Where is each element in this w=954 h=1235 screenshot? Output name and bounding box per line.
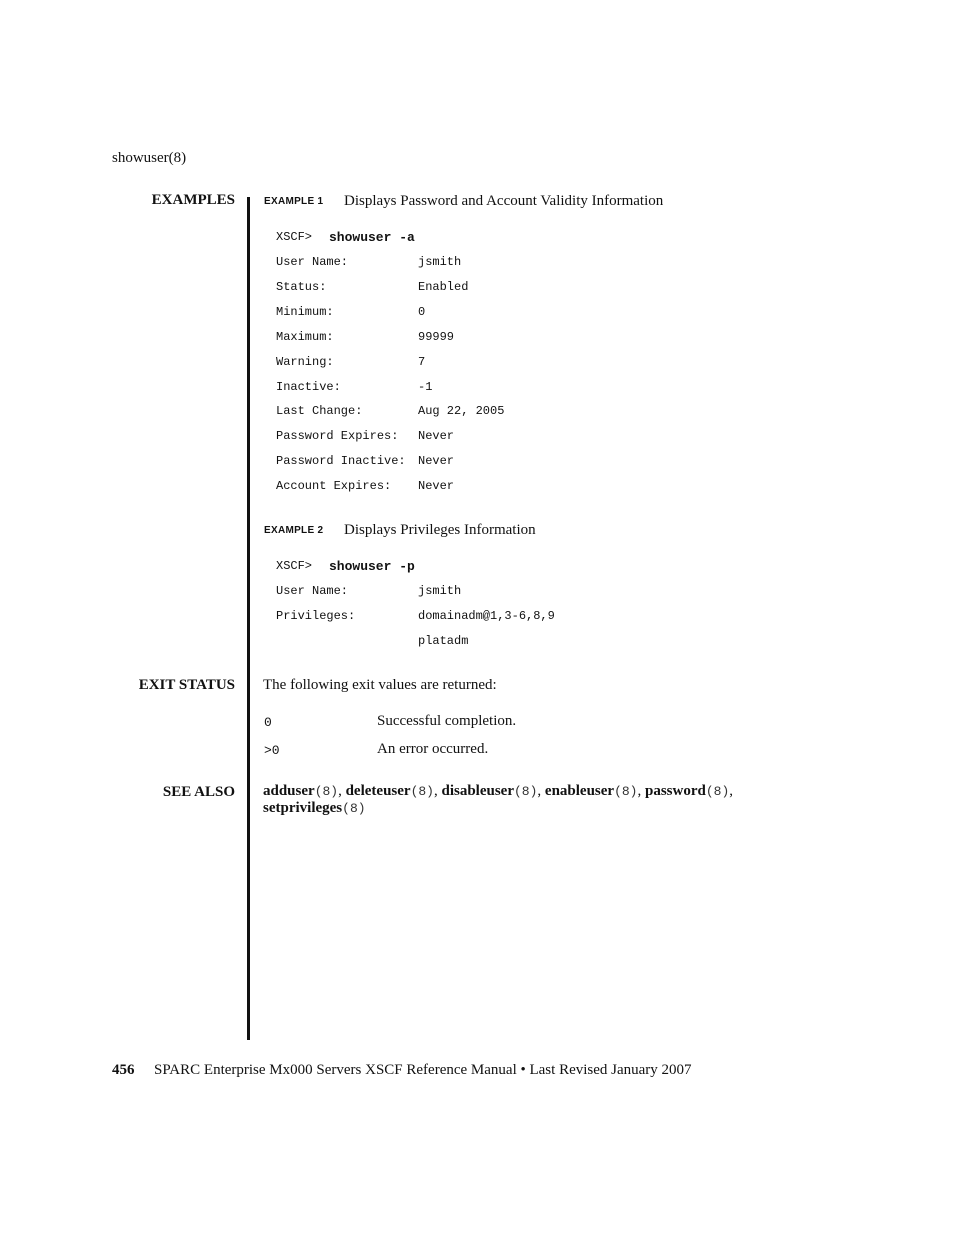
- output-value: Never: [418, 454, 455, 469]
- see-also-item[interactable]: deleteuser(8): [345, 783, 434, 799]
- example-1-title: Displays Password and Account Validity Information: [344, 193, 664, 209]
- example-1-prompt: XSCF>: [276, 230, 313, 244]
- example-1-label: EXAMPLE 1: [264, 196, 324, 207]
- output-value: jsmith: [418, 584, 462, 598]
- output-value: 99999: [418, 329, 455, 344]
- output-value: jsmith: [418, 255, 462, 269]
- see-also-item[interactable]: enableuser(8): [544, 783, 638, 799]
- output-value: -1: [418, 379, 433, 394]
- output-key: Account Expires:: [276, 479, 392, 494]
- output-key: Inactive:: [276, 379, 341, 394]
- section-heading-examples: EXAMPLES: [151, 192, 235, 208]
- example-1-command: showuser -a: [329, 230, 415, 245]
- see-also-item[interactable]: adduser(8): [263, 783, 339, 799]
- see-also-item[interactable]: setprivileges(8): [263, 800, 366, 816]
- section-heading-see-also: SEE ALSO: [162, 784, 235, 800]
- output-key: Maximum:: [276, 329, 334, 344]
- output-key: Privileges:: [276, 609, 356, 623]
- output-key: Last Change:: [276, 404, 363, 419]
- exit-code-1: >0: [264, 743, 280, 758]
- output-value: Never: [418, 479, 455, 494]
- output-key: Warning:: [276, 354, 334, 369]
- see-also-item[interactable]: password(8): [644, 783, 730, 799]
- output-key: Password Inactive:: [276, 454, 406, 469]
- margin-rule: [247, 197, 250, 1040]
- example-2-title: Displays Privileges Information: [344, 522, 536, 538]
- output-value: platadm: [418, 634, 469, 648]
- output-value: 7: [418, 354, 426, 369]
- page-number: 456: [112, 1062, 135, 1078]
- output-value: Enabled: [418, 279, 469, 294]
- example-2-command: showuser -p: [329, 559, 415, 574]
- footer-text: SPARC Enterprise Mx000 Servers XSCF Reference Manual • Last Revised January 2007: [154, 1062, 692, 1078]
- output-value: 0: [418, 304, 426, 319]
- output-key: Status:: [276, 279, 327, 294]
- section-heading-exit-status: EXIT STATUS: [138, 677, 235, 693]
- output-value: Never: [418, 429, 455, 444]
- output-key: Password Expires:: [276, 429, 399, 444]
- output-value: Aug 22, 2005: [418, 404, 505, 419]
- output-value: domainadm@1,3-6,8,9: [418, 609, 555, 623]
- output-key: User Name:: [276, 584, 349, 598]
- see-also-list: adduser(8), deleteuser(8), disableuser(8), enableuser(8), password(8), setprivileges(8): [263, 783, 733, 816]
- exit-code-0: 0: [264, 715, 272, 730]
- exit-status-intro: The following exit values are returned:: [263, 677, 497, 693]
- example-2-label: EXAMPLE 2: [264, 525, 324, 536]
- exit-desc-0: Successful completion.: [377, 713, 517, 729]
- output-key: User Name:: [276, 255, 349, 269]
- example-2-prompt: XSCF>: [276, 559, 313, 573]
- see-also-item[interactable]: disableuser(8): [441, 783, 538, 799]
- running-header: showuser(8): [112, 150, 187, 166]
- exit-desc-1: An error occurred.: [377, 741, 489, 757]
- output-key: Minimum:: [276, 304, 334, 319]
